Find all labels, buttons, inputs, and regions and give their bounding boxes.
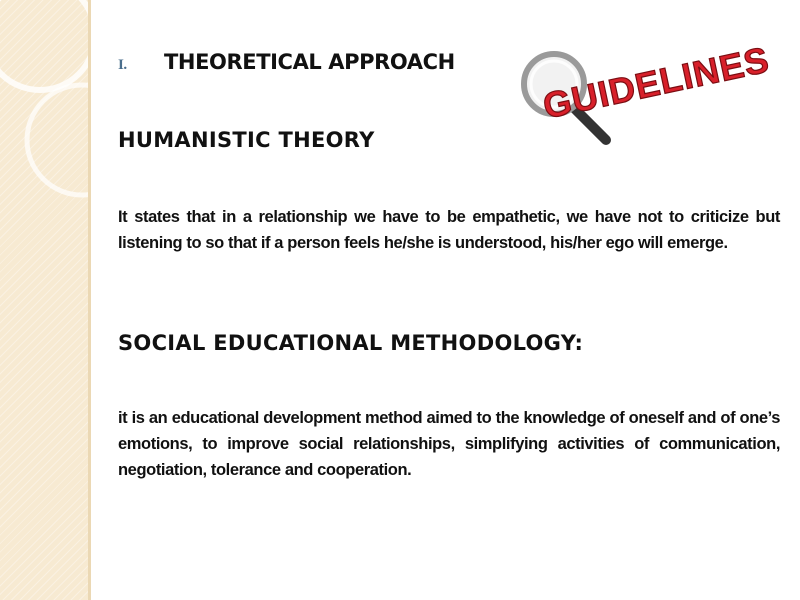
sidebar-decoration [0, 0, 90, 600]
section1-body: It states that in a relationship we have to be empathetic, we have not to criticize but listening to so that if a person feels he/she is understood, his/her ego will emerge. [118, 208, 780, 252]
decorative-circles [0, 0, 90, 600]
slide-heading [118, 50, 518, 74]
logo-text: GUIDELINES [539, 38, 773, 127]
heading-number: I. [118, 57, 127, 73]
section2-title: SOCIAL EDUCATIONAL METHODOLOGY: [118, 331, 584, 355]
section1-title: HUMANISTIC THEORY [118, 128, 375, 152]
heading-text: THEORETICAL APPROACH [164, 50, 455, 74]
sidebar-edge [88, 0, 91, 600]
guidelines-logo [520, 8, 785, 148]
section2-body: it is an educational development method aimed to the knowledge of oneself and of one’s emotions, to improve social relationships, simplifying activities of communication, negotiation, tolerance and cooperation. [118, 409, 780, 479]
